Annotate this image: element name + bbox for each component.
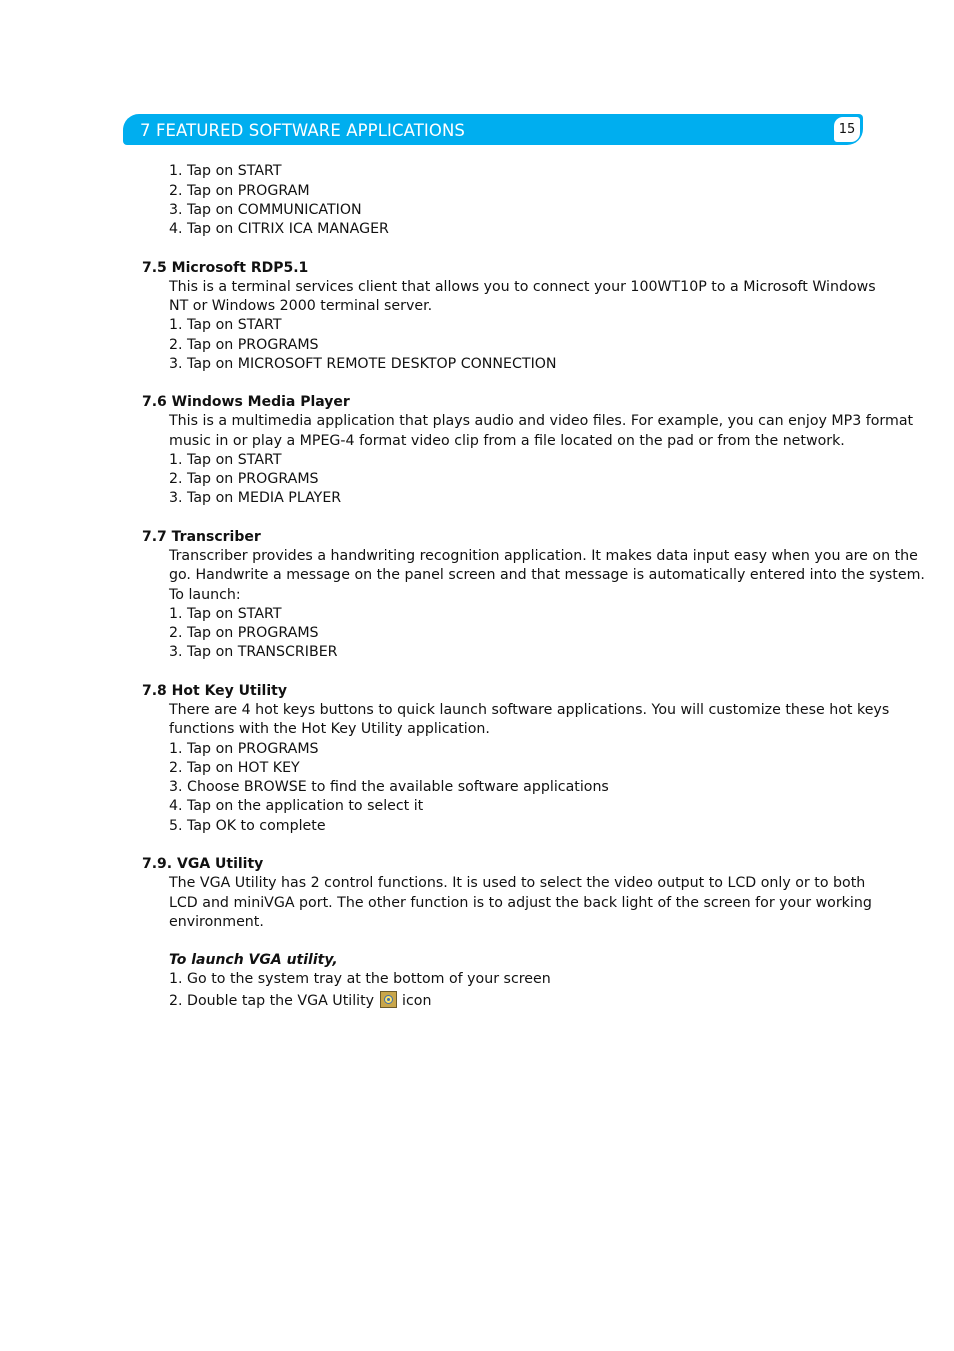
media-step: 2. Tap on PROGRAMS <box>169 471 319 487</box>
vga-desc: The VGA Utility has 2 control functions. It is used to select the video output to LCD only or to both <box>169 875 866 891</box>
hotkey-step: 2. Tap on HOT KEY <box>169 760 300 776</box>
media-desc: This is a multimedia application that plays audio and video files. For example, you can enjoy MP3 format <box>169 413 914 429</box>
intro-step: 1. Tap on START <box>169 163 282 179</box>
hotkey-step: 3. Choose BROWSE to find the available software applications <box>169 779 609 795</box>
page-number: 15 <box>834 117 860 142</box>
rdp-step: 2. Tap on PROGRAMS <box>169 337 319 353</box>
rdp-step: 1. Tap on START <box>169 317 282 333</box>
rdp-desc: This is a terminal services client that allows you to connect your 100WT10P to a Microsoft Windows <box>169 279 876 295</box>
hotkey-step: 5. Tap OK to complete <box>169 818 326 834</box>
section-heading-media: 7.6 Windows Media Player <box>142 394 350 410</box>
section-heading-vga: 7.9. VGA Utility <box>142 856 264 872</box>
transcriber-desc: To launch: <box>169 587 241 603</box>
vga-step <box>169 991 431 1010</box>
intro-step: 4. Tap on CITRIX ICA MANAGER <box>169 221 389 237</box>
transcriber-desc: go. Handwrite a message on the panel screen and that message is automatically entered into the system. <box>169 567 925 583</box>
section-heading-hotkey: 7.8 Hot Key Utility <box>142 683 287 699</box>
transcriber-step: 1. Tap on START <box>169 606 282 622</box>
section-heading-rdp: 7.5 Microsoft RDP5.1 <box>142 260 309 276</box>
vga-utility-icon <box>380 991 397 1008</box>
intro-step: 3. Tap on COMMUNICATION <box>169 202 362 218</box>
vga-launch-title: To launch VGA utility, <box>169 952 338 968</box>
rdp-step: 3. Tap on MICROSOFT REMOTE DESKTOP CONNECTION <box>169 356 557 372</box>
section-heading-transcriber: 7.7 Transcriber <box>142 529 261 545</box>
hotkey-desc: There are 4 hot keys buttons to quick launch software applications. You will customize these hot keys <box>169 702 890 718</box>
hotkey-step: 1. Tap on PROGRAMS <box>169 741 319 757</box>
media-step: 3. Tap on MEDIA PLAYER <box>169 490 342 506</box>
vga-desc: LCD and miniVGA port. The other function is to adjust the back light of the screen for your working <box>169 895 872 911</box>
section-header-bar <box>123 114 863 145</box>
media-desc: music in or play a MPEG-4 format video clip from a file located on the pad or from the network. <box>169 433 845 449</box>
transcriber-desc: Transcriber provides a handwriting recognition application. It makes data input easy when you are on the <box>169 548 918 564</box>
vga-step: 1. Go to the system tray at the bottom of your screen <box>169 971 551 987</box>
transcriber-step: 2. Tap on PROGRAMS <box>169 625 319 641</box>
media-step: 1. Tap on START <box>169 452 282 468</box>
vga-step-text: 2. Double tap the VGA Utility <box>169 993 375 1009</box>
rdp-desc: NT or Windows 2000 terminal server. <box>169 298 433 314</box>
intro-step: 2. Tap on PROGRAM <box>169 183 310 199</box>
vga-step-suffix: icon <box>402 993 432 1009</box>
hotkey-step: 4. Tap on the application to select it <box>169 798 424 814</box>
hotkey-desc: functions with the Hot Key Utility application. <box>169 721 490 737</box>
vga-desc: environment. <box>169 914 264 930</box>
section-title: 7 FEATURED SOFTWARE APPLICATIONS <box>140 121 465 140</box>
transcriber-step: 3. Tap on TRANSCRIBER <box>169 644 338 660</box>
